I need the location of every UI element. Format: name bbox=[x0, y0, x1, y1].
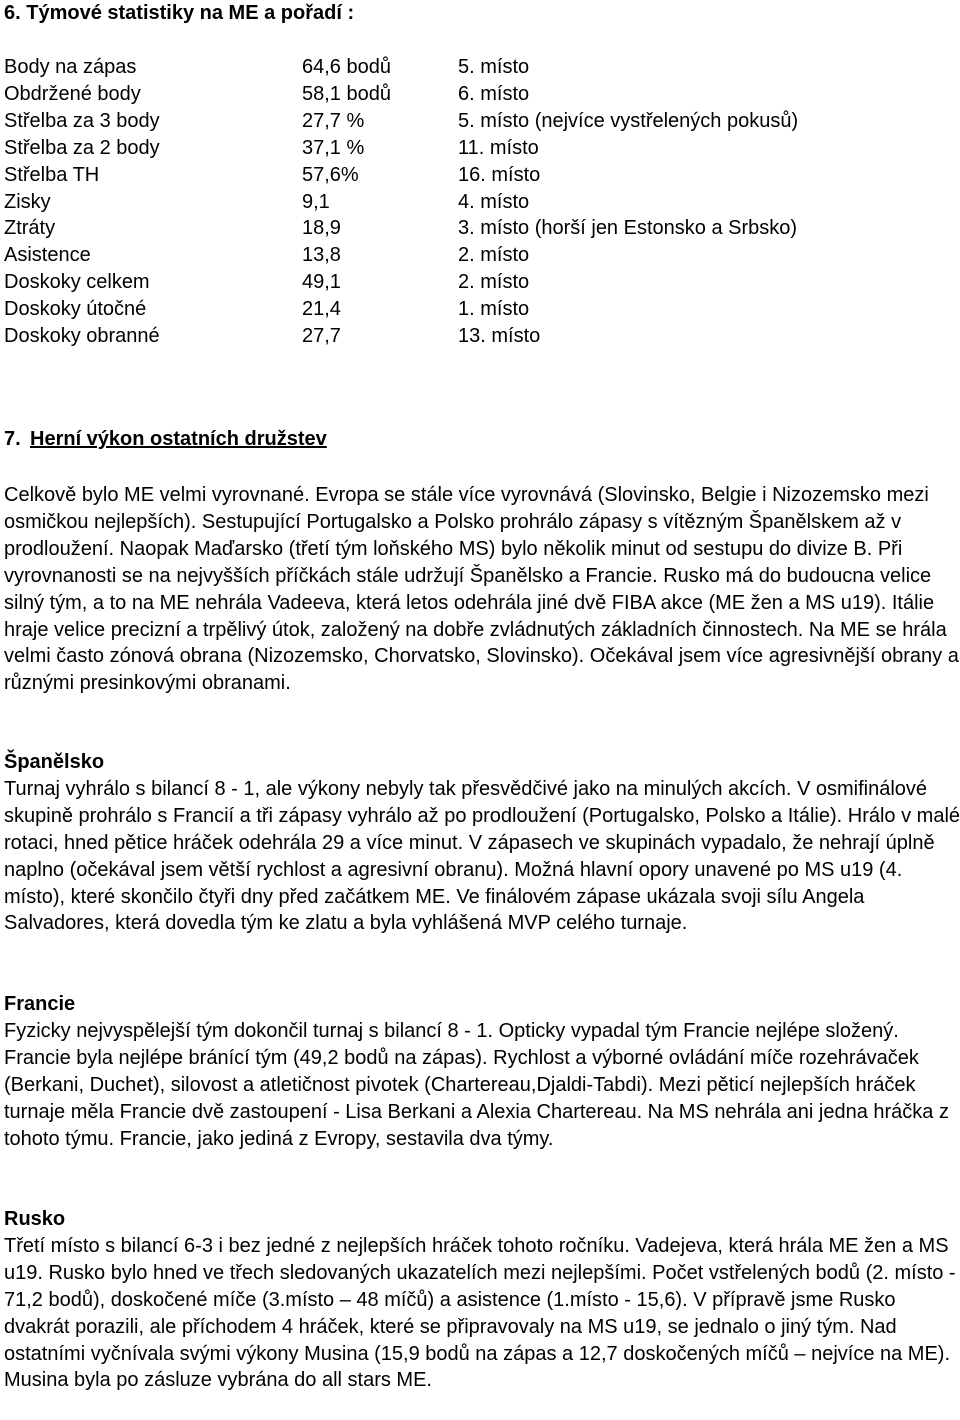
table-row bbox=[4, 162, 798, 189]
stat-label: Asistence bbox=[4, 244, 91, 267]
stat-value: 58,1 bodů bbox=[302, 82, 391, 105]
section-france bbox=[4, 991, 960, 1152]
table-row bbox=[4, 135, 798, 162]
stat-rank: 5. místo bbox=[458, 56, 530, 78]
section-russia-text: Třetí místo s bilancí 6-3 i bez jedné z nejlepších hráček tohoto ročníku. Vadejeva, která hrála ME žen a MS u19. Rusko bylo hned ve třech sledovaných ukazatelích mezi nejlepšími. Počet vstřelených bodů (2. místo - 71,2 bodů), doskočené míče (3.místo – 48 míčů) a asistence (1.místo - 15,6). V přípravě jsme Rusko dvakrát porazili, ale příchodem 4 hráček, které se připravovaly na MS u19, se jednalo o jiný tým. Nad ostatními vyčnívala svými výkony Musina (15,9 bodů na zápas a 12,7 doskočených míčů – nejvíce na ME). Musina byla po zásluze vybrána do all stars ME. bbox=[4, 1234, 956, 1392]
stat-rank: 4. místo bbox=[458, 190, 530, 213]
stat-rank: 5. místo (nejvíce vystřelených pokusů) bbox=[458, 109, 799, 132]
stat-value: 21,4 bbox=[302, 298, 341, 321]
stat-rank: 3. místo (horší jen Estonsko a Srbsko) bbox=[458, 217, 798, 240]
section-spain-text: Turnaj vyhrálo s bilancí 8 - 1, ale výkony nebyly tak přesvědčivé jako na minulých akcích. V osmifinálové skupině prohrálo s Francií a tři zápasy vyhrálo až po prodloužení (Portugalsko, Polsko a Itálie). Hrálo v malé rotaci, hned pětice hráček odehrála 29 a více minut. V zápasech ve skupinách vypadalo, že nehrají úplně naplno (očekával jsem větší rychlost a agresivní obranu). Možná hlavní opory unavené po MS u19 (4. místo), které skončilo čtyři dny před začátkem ME. Ve finálovém zápase ukázala svoji sílu Angela Salvadores, která dovedla tým ke zlatu a byla vyhlášená MVP celého turnaje. bbox=[4, 777, 960, 935]
section-spain-title: Španělsko bbox=[4, 751, 105, 773]
stat-label: Zisky bbox=[4, 190, 51, 213]
stat-value: 64,6 bodů bbox=[302, 56, 391, 78]
stat-value: 49,1 bbox=[302, 271, 341, 294]
section-russia bbox=[4, 1206, 960, 1394]
stat-value: 37,1 % bbox=[302, 136, 365, 159]
stat-rank: 2. místo bbox=[458, 244, 530, 267]
table-row bbox=[4, 296, 798, 323]
stat-rank: 1. místo bbox=[458, 298, 530, 321]
stat-rank: 11. místo bbox=[458, 136, 539, 159]
stat-value: 13,8 bbox=[302, 244, 341, 267]
table-row bbox=[4, 108, 798, 135]
table-row bbox=[4, 81, 798, 108]
stat-value: 27,7 bbox=[302, 325, 341, 348]
section-russia-title: Rusko bbox=[4, 1208, 66, 1230]
table-row bbox=[4, 242, 798, 269]
table-row bbox=[4, 269, 798, 296]
intro-paragraph: Celkově bylo ME velmi vyrovnané. Evropa se stále více vyrovnává (Slovinsko, Belgie i Nizozemsko mezi osmičkou nejlepších). Sestupující Portugalsko a Polsko prohrálo zápasy s vítězným Španělskem až v prodloužení. Naopak Maďarsko (třetí tým loňského MS) bylo několik minut od sestupu do divize B. Při vyrovnanosti se na nejvyšších příčkách stále udržují Španělsko a Francie. Rusko má do budoucna velice silný tým, a to na ME nehrála Vadeeva, která letos odehrála jiné dvě FIBA akce (ME žen a MS u19). Itálie hraje velice precizní a trpělivý útok, založený na dobře zvládnutých základních činnostech. Na ME se hrála velmi často zónová obrana (Nizozemsko, Chorvatsko, Slovinsko). Očekával jsem více agresivnější obrany a různými presinkovými obranami. bbox=[4, 484, 959, 695]
stat-value: 27,7 % bbox=[302, 109, 365, 132]
stat-label: Doskoky útočné bbox=[4, 298, 147, 321]
stat-label: Ztráty bbox=[4, 217, 56, 240]
stat-label: Body na zápas bbox=[4, 56, 137, 78]
stat-rank: 2. místo bbox=[458, 271, 530, 294]
stat-value: 18,9 bbox=[302, 217, 341, 240]
table-row bbox=[4, 54, 798, 81]
table-row bbox=[4, 189, 798, 216]
stat-label: Střelba za 2 body bbox=[4, 136, 160, 159]
stat-label: Obdržené body bbox=[4, 82, 141, 105]
stat-label: Střelba TH bbox=[4, 163, 100, 186]
team-stats-table bbox=[4, 54, 798, 350]
section-france-text: Fyzicky nejvyspělejší tým dokončil turnaj s bilancí 8 - 1. Opticky vypadal tým Francie nejlépe složený. Francie byla nejlépe bránící tým (49,2 bodů na zápas). Rychlost a výborné ovládání míče rozehrávaček (Berkani, Duchet), silovost a atletičnost pivotek (Chartereau,Djaldi-Tabdi). Mezi pěticí nejlepších hráček turnaje měla Francie dvě zastoupení - Lisa Berkani a Alexia Chartereau. Na MS nehrála ani jedna hráčka z tohoto týmu. Francie, jako jediná z Evropy, sestavila dva týmy. bbox=[4, 1019, 949, 1150]
section-7-heading bbox=[4, 428, 327, 451]
stat-rank: 13. místo bbox=[458, 325, 541, 348]
stat-label: Doskoky celkem bbox=[4, 271, 150, 294]
section-7-number: 7. bbox=[4, 428, 21, 450]
section-spain bbox=[4, 749, 960, 937]
table-row bbox=[4, 215, 798, 242]
section-7-title: Herní výkon ostatních družstev bbox=[30, 428, 327, 450]
stat-value: 9,1 bbox=[302, 190, 330, 213]
stat-label: Doskoky obranné bbox=[4, 325, 160, 348]
stat-value: 57,6% bbox=[302, 163, 359, 186]
stat-label: Střelba za 3 body bbox=[4, 109, 160, 132]
stat-rank: 16. místo bbox=[458, 163, 541, 186]
stat-rank: 6. místo bbox=[458, 82, 530, 105]
section-france-title: Francie bbox=[4, 993, 76, 1015]
table-row bbox=[4, 323, 798, 350]
section-6-heading: 6. Týmové statistiky na ME a pořadí : bbox=[4, 2, 355, 24]
